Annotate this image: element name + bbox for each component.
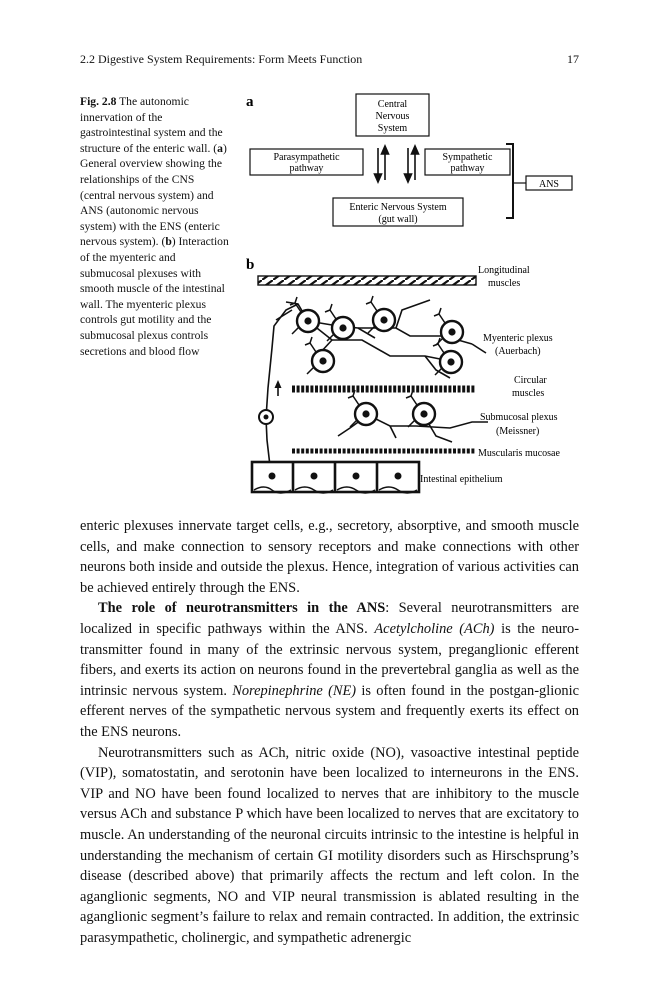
myenteric-neuron-1 (290, 297, 319, 334)
paragraph-2-text-a: : Several neurotransmitters are localized in specific pathways within the ANS. (80, 600, 579, 637)
body-text (80, 516, 579, 948)
caption-a: a (217, 141, 223, 155)
epithelium-label: Intestinal epithelium (420, 474, 503, 485)
paragraph-3: Neurotransmitters such as ACh, nitric oxide (NO), vasoactive intestinal peptide (VIP), somatostatin, and serotonin have been localized to interneurons in the ENS. VIP and NO have been found localized to nerves that are inhibitory to the muscle versus ACh and substance P which have been localized to nerves that are excitatory to muscle. An understanding of the neuronal circuits intrinsic to the intestine is helpful in understanding the mechanism of certain GI motility disorders such as Hirschsprung’s disease (described above) that primarily affects the rectum and left colon. In the aganglionic segments, NO and VIP neural transmission is ablated resulting in the aganglionic segment’s failure to relax and remain contracted. In addition, the extrinsic parasympathetic, cholinergic, and sympathetic adrenergic (80, 744, 579, 946)
caption-text-1: The autonomic innervation of the gastrointestinal system and the structure of the enteric wall. ( (80, 95, 223, 155)
myenteric-neuron-6 (433, 338, 462, 375)
sympathetic-line-2: pathway (450, 163, 485, 174)
figure-caption (80, 94, 230, 359)
parasympathetic-line-2: pathway (289, 163, 324, 174)
myenteric-neuron-2 (325, 304, 354, 341)
longitudinal-line-2: muscles (488, 278, 521, 289)
epithelium-cells (252, 462, 419, 493)
sympathetic-line-1: Sympathetic (442, 152, 493, 163)
sensory-neuron-nucleus (264, 415, 269, 420)
myenteric-line-1: Myenteric plexus (483, 333, 553, 344)
submucosal-neuron-1 (348, 390, 377, 427)
paragraph-2 (80, 598, 579, 742)
figure-2-8 (240, 88, 585, 500)
myenteric-line-2: (Auerbach) (495, 346, 541, 357)
submucosal-line-2: (Meissner) (496, 426, 540, 437)
paragraph-2-text-b: is the neuro-transmitter found in many of the extrinsic nervous system, preganglionic efferent fibers, and exerts its action on neurons found in the prevertebral ganglia as well as the intrinsic nervous system. (80, 620, 580, 699)
ens-line-2: (gut wall) (378, 214, 418, 225)
myenteric-neuron-4 (434, 308, 463, 345)
submucosal-line-1: Submucosal plexus (480, 412, 558, 423)
cns-line-1: Central (377, 99, 408, 110)
ne-term: Norepinephrine (NE) (232, 682, 357, 699)
paragraph-2-heading: The role of neurotransmitters in the ANS (98, 600, 386, 617)
cns-line-3: System (377, 123, 408, 134)
sensory-pathway (266, 304, 298, 466)
caption-b: b (165, 235, 172, 249)
caption-text-2: ) General overview showing the relationships of the CNS (central nervous system) and ANS (autonomic nervous system) with the ENS (enteric nervous system). ( (80, 141, 227, 249)
panel-b-label: b (246, 257, 255, 273)
panel-a-label: a (246, 94, 254, 110)
ans-label: ANS (538, 179, 560, 190)
running-header (80, 52, 579, 68)
figure-label: Fig. 2.8 (80, 95, 117, 108)
ens-line-1: Enteric Nervous System (349, 202, 447, 213)
sensory-arrow (275, 380, 282, 388)
section-title: 2.2 Digestive System Requirements: Form Meets Function (80, 52, 363, 66)
figure-svg (240, 88, 585, 500)
mucosae-label: Muscularis mucosae (478, 448, 560, 459)
circular-line-2: muscles (512, 388, 545, 399)
circular-line-1: Circular (514, 375, 547, 386)
page-number: 17 (567, 52, 579, 66)
longitudinal-muscle-layer (258, 276, 476, 285)
pathway-arrows (375, 146, 419, 182)
parasympathetic-line-1: Parasympathetic (273, 152, 340, 163)
paragraph-1: enteric plexuses innervate target cells, e.g., secretory, absorptive, and smooth muscle cells, and make connection to sensory receptors and make connections with other neurons both inside and outside the plexus. Hence, integration of various activities can be achieved entirely through the ENS. (80, 518, 579, 596)
caption-text-3: ) Interaction of the myenteric and submucosal plexuses with smooth muscle of the intestinal wall. The myenteric plexus controls gut motility and the submucosal plexus controls secretions and blood flow (80, 235, 229, 358)
submucosal-neuron-2 (406, 390, 435, 427)
paragraph-2-text-c: is often found in the postgan-glionic efferent nerves of the sympathetic nervous system and frequently exerts its effect on the ENS neurons. (80, 682, 579, 740)
cns-line-2: Nervous (375, 111, 410, 122)
longitudinal-line-1: Longitudinal (478, 265, 530, 276)
ach-term: Acetylcholine (ACh) (374, 620, 495, 637)
